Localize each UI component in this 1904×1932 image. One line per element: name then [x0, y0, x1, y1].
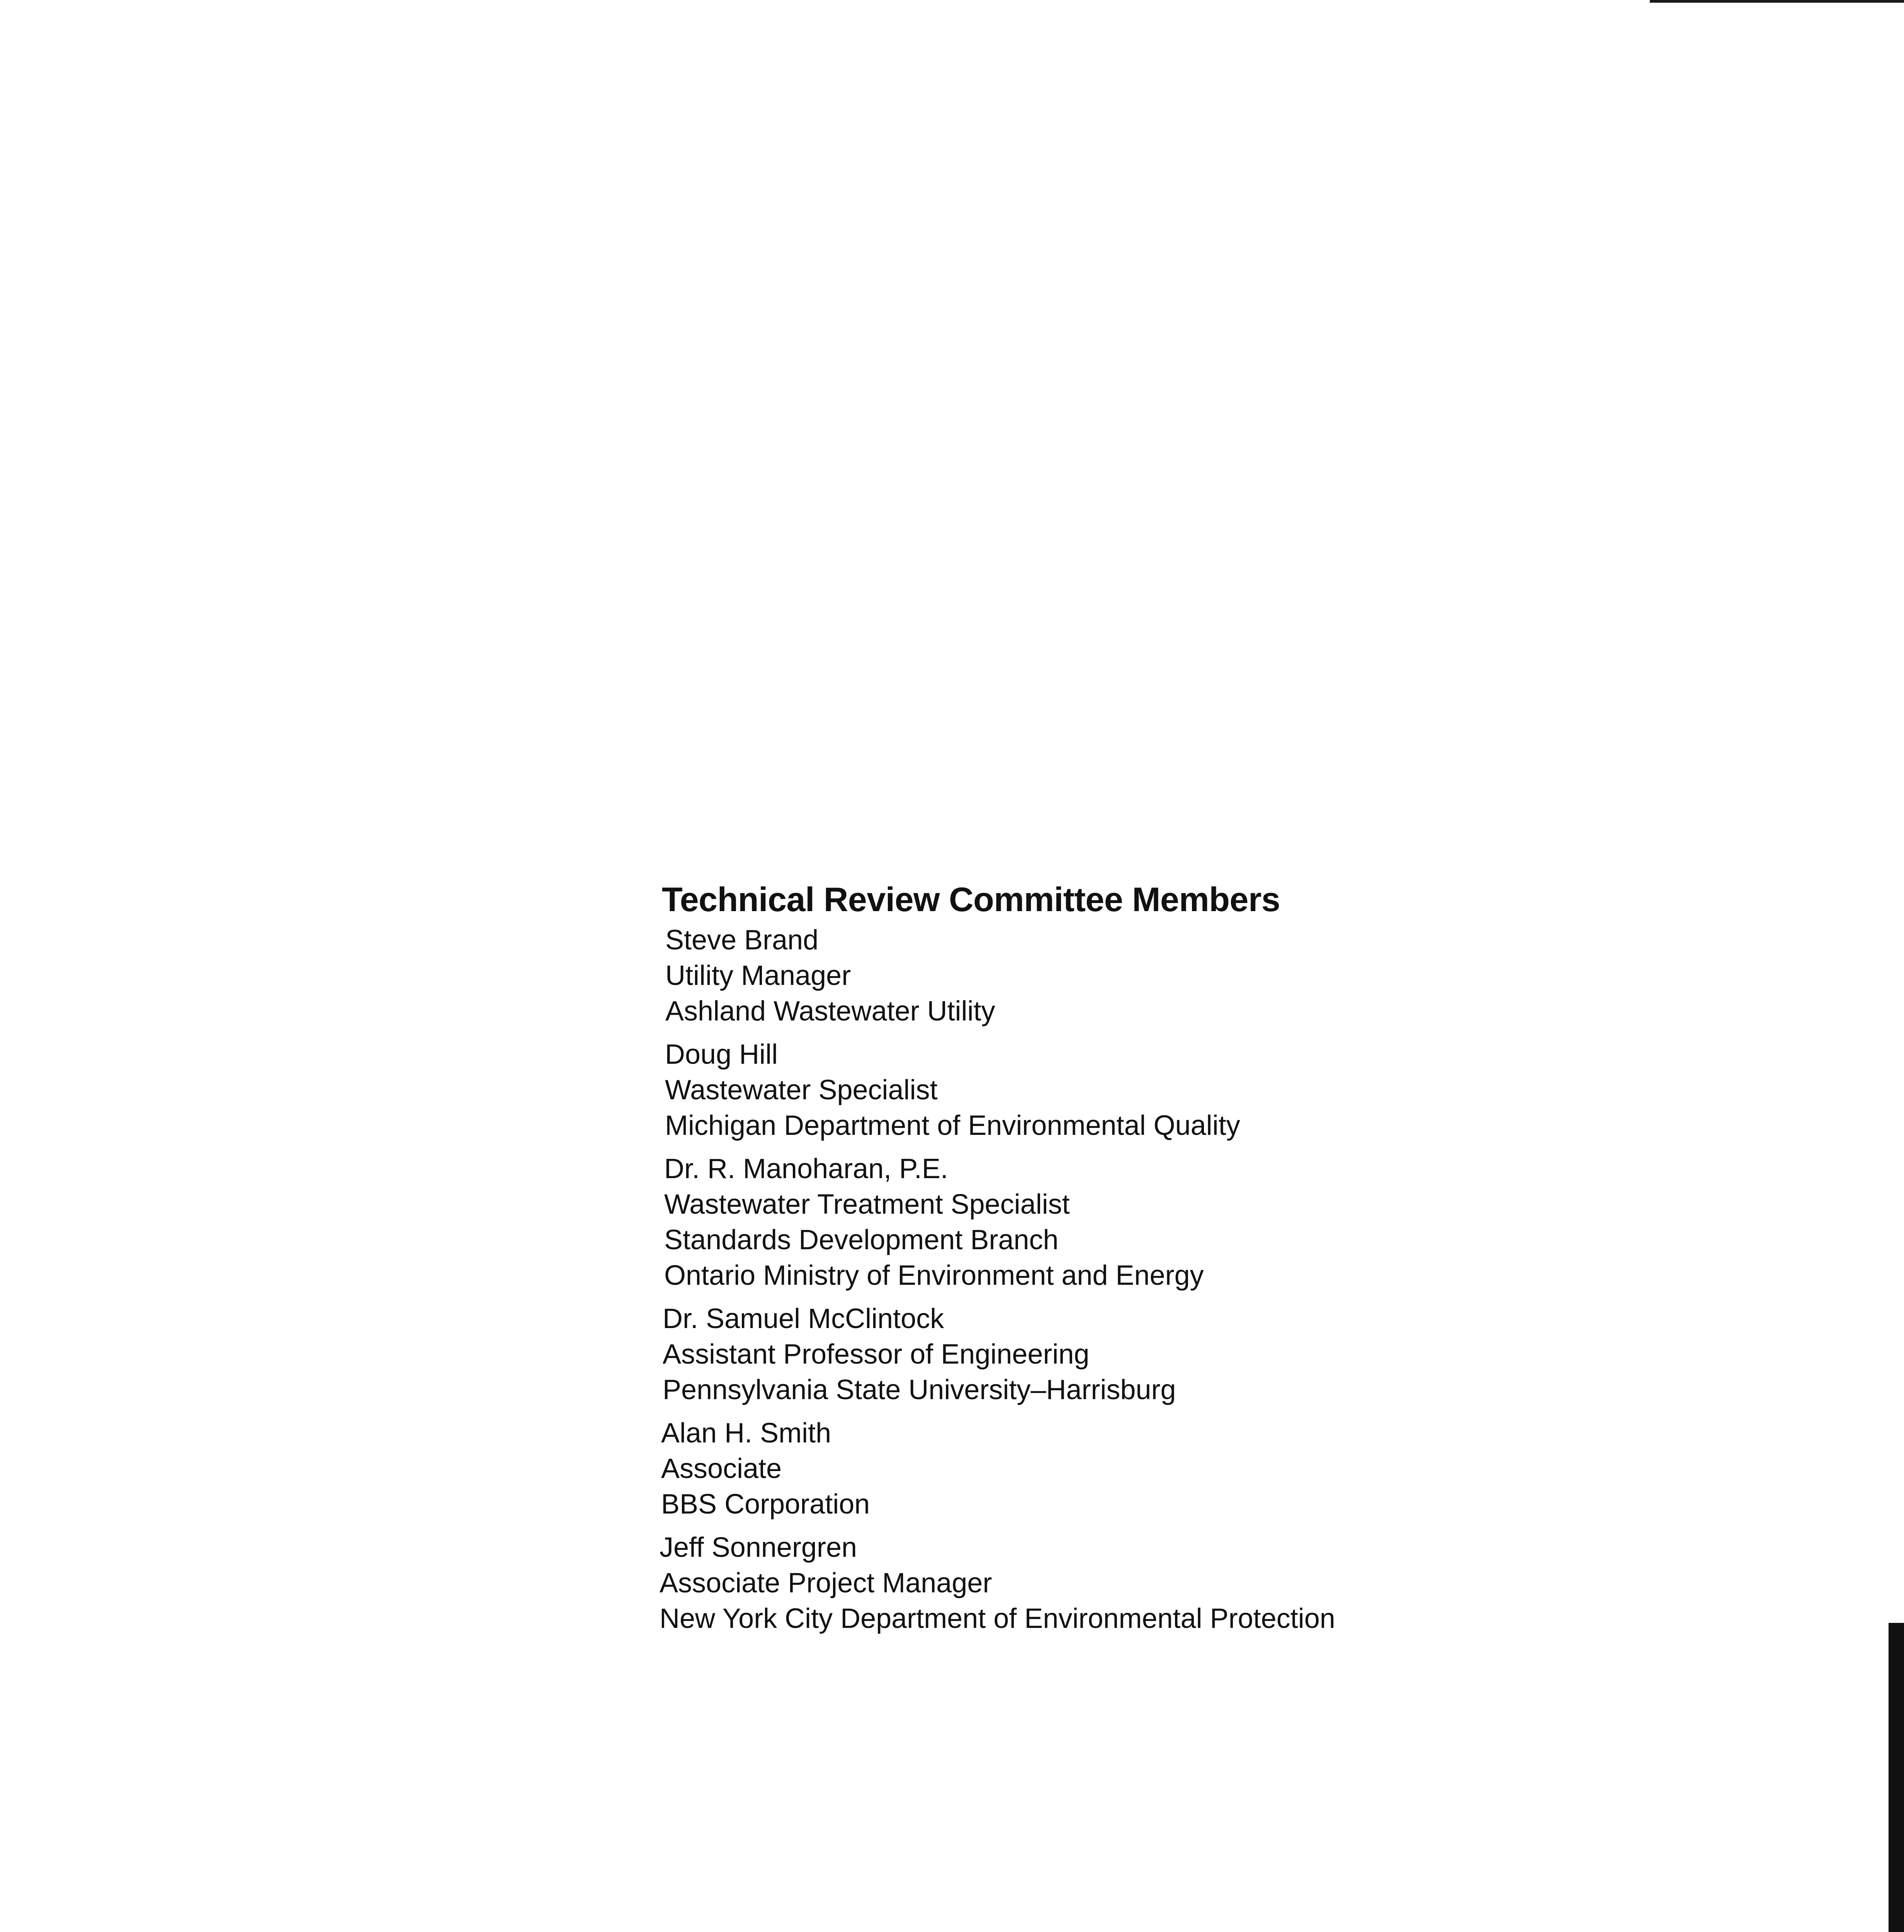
- member-organization: Ashland Wastewater Utility: [665, 996, 995, 1027]
- section-heading: Technical Review Committee Members: [662, 880, 1280, 918]
- member-name: Steve Brand: [665, 925, 819, 956]
- member-entry: [664, 1151, 1431, 1293]
- member-name: Alan H. Smith: [661, 1418, 831, 1449]
- member-title: Utility Manager: [665, 960, 851, 991]
- member-title: Wastewater Treatment Specialist: [664, 1189, 1070, 1220]
- member-entry: [665, 922, 1431, 1029]
- member-entry: [663, 1301, 1431, 1408]
- member-name: Dr. Samuel McClintock: [663, 1303, 944, 1334]
- member-name: Dr. R. Manoharan, P.E.: [664, 1153, 949, 1184]
- member-name: Doug Hill: [665, 1039, 778, 1070]
- member-organization: Michigan Department of Environmental Quality: [665, 1110, 1240, 1141]
- member-title: Associate Project Manager: [660, 1568, 992, 1599]
- scan-edge-right: [1889, 1623, 1904, 1932]
- member-entry: [661, 1415, 1431, 1522]
- member-organization: Pennsylvania State University–Harrisburg: [663, 1374, 1176, 1405]
- member-department: Standards Development Branch: [664, 1225, 1059, 1255]
- member-entry: [665, 1037, 1431, 1143]
- member-name: Jeff Sonnergren: [660, 1532, 857, 1563]
- member-entry: [660, 1530, 1431, 1636]
- member-title: Assistant Professor of Engineering: [663, 1339, 1090, 1370]
- member-organization: BBS Corporation: [661, 1489, 870, 1520]
- committee-section: [659, 879, 1431, 1644]
- member-organization: Ontario Ministry of Environment and Energy: [664, 1260, 1204, 1291]
- member-organization: New York City Department of Environmental Protection: [660, 1603, 1335, 1634]
- member-title: Associate: [661, 1453, 782, 1484]
- member-title: Wastewater Specialist: [665, 1075, 938, 1105]
- scan-edge-top: [1650, 0, 1904, 3]
